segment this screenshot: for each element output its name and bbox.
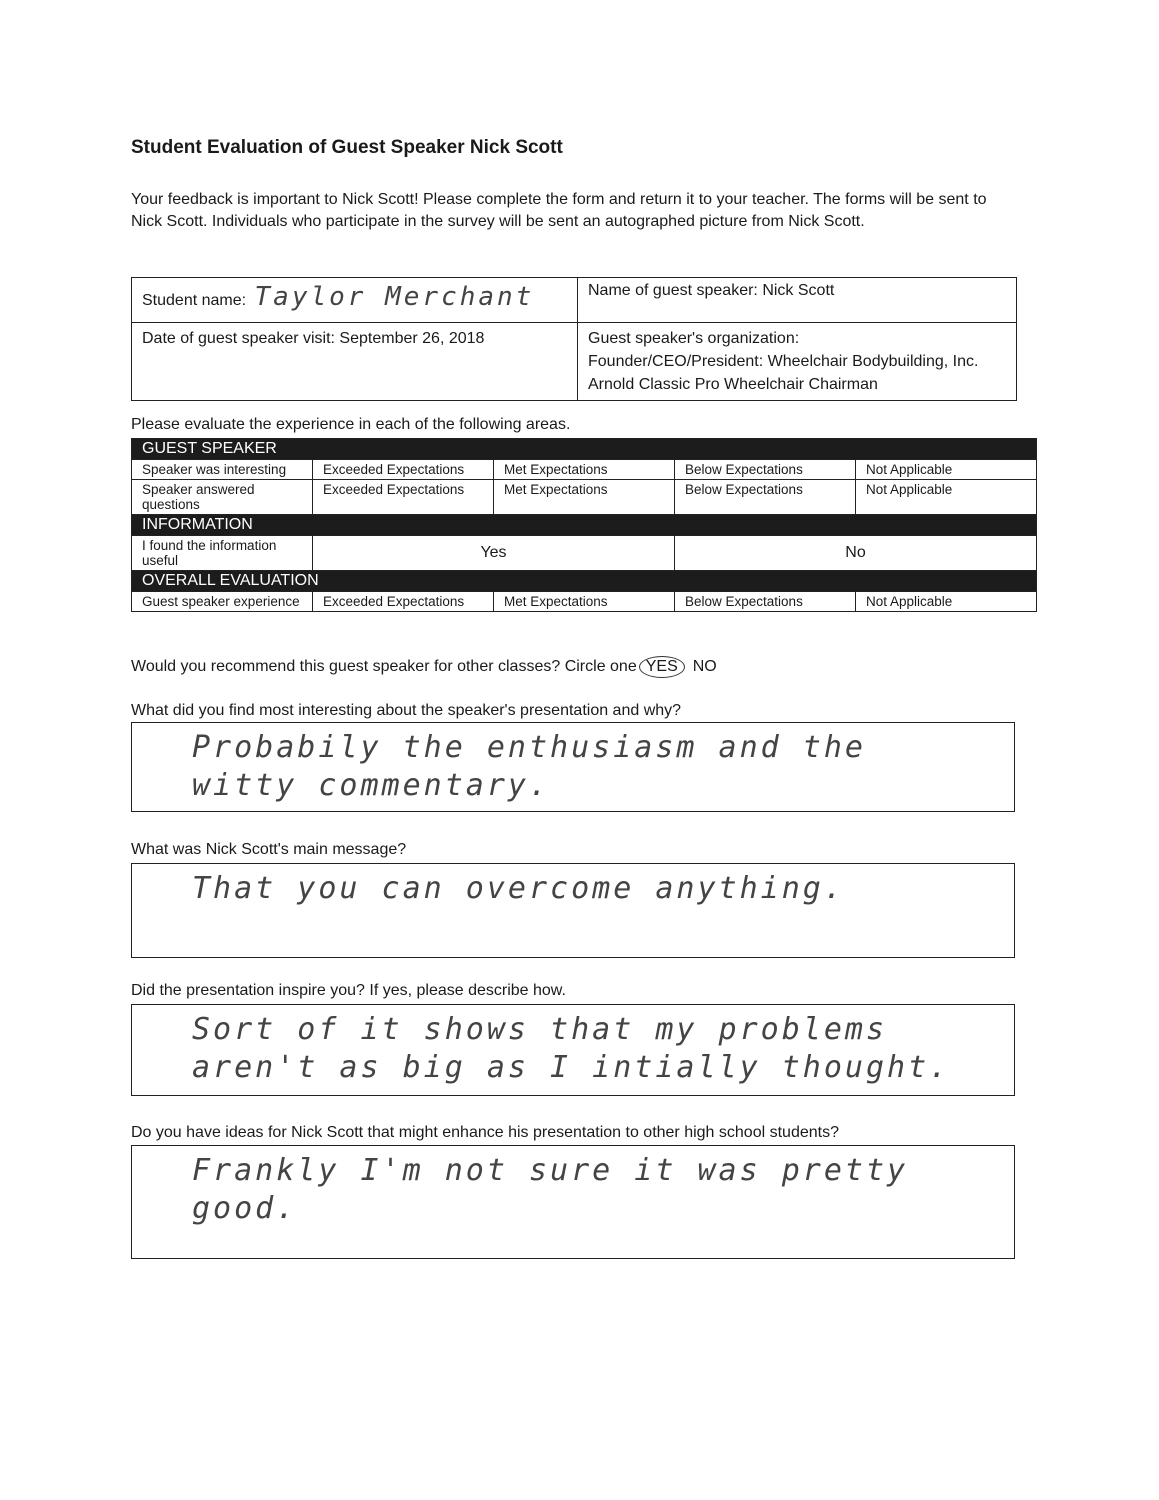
evaluation-table (131, 438, 1037, 612)
option-met[interactable]: Met Expectations (494, 592, 675, 612)
option-exceeded[interactable]: Exceeded Expectations (313, 460, 494, 480)
answer-2-box[interactable] (131, 863, 1015, 958)
answer-3-box[interactable] (131, 1004, 1015, 1096)
option-yes[interactable]: Yes (313, 536, 675, 571)
option-below[interactable]: Below Expectations (675, 460, 856, 480)
organization-cell (578, 323, 1017, 401)
option-not-applicable[interactable]: Not Applicable (856, 460, 1037, 480)
info-table (131, 277, 1017, 401)
visit-date: Date of guest speaker visit: September 26, 2018 (142, 330, 485, 347)
info-useful-label: I found the information useful (132, 536, 313, 571)
overall-header: OVERALL EVALUATION (132, 571, 1037, 592)
option-no[interactable]: No (675, 536, 1037, 571)
recommend-yes-circled[interactable]: YES (639, 656, 685, 678)
overall-label: Guest speaker experience (132, 592, 313, 612)
speaker-name-cell (578, 278, 1017, 323)
recommend-no[interactable]: NO (692, 658, 717, 675)
option-not-applicable[interactable]: Not Applicable (856, 480, 1037, 515)
recommend-question (131, 656, 717, 678)
org-line-1: Founder/CEO/President: Wheelchair Bodybuilding, Inc. (588, 353, 979, 370)
option-met[interactable]: Met Expectations (494, 480, 675, 515)
question-4: Do you have ideas for Nick Scott that might enhance his presentation to other high school students? (131, 1124, 839, 1141)
recommend-text: Would you recommend this guest speaker for other classes? Circle one (131, 658, 637, 675)
option-met[interactable]: Met Expectations (494, 460, 675, 480)
answer-3-text: Sort of it shows that my problems aren't as big as I intially thought. (192, 1012, 951, 1085)
student-name-cell[interactable] (132, 278, 578, 323)
option-exceeded[interactable]: Exceeded Expectations (313, 480, 494, 515)
answer-1-box[interactable] (131, 722, 1015, 812)
evaluation-label: Please evaluate the experience in each of the following areas. (131, 416, 571, 433)
row-interesting-label: Speaker was interesting (132, 460, 313, 480)
question-2: What was Nick Scott's main message? (131, 841, 407, 858)
visit-date-cell (132, 323, 578, 401)
form-intro: Your feedback is important to Nick Scott! Please complete the form and return it to your teacher. The forms will be sent to Nick Scott. Individuals who participate in the survey will be sent an autographed picture from Nick Scott. (131, 191, 987, 230)
org-label: Guest speaker's organization: (588, 330, 800, 347)
option-exceeded[interactable]: Exceeded Expectations (313, 592, 494, 612)
option-below[interactable]: Below Expectations (675, 480, 856, 515)
question-1: What did you find most interesting about the speaker's presentation and why? (131, 702, 682, 719)
form-title: Student Evaluation of Guest Speaker Nick Scott (131, 137, 563, 158)
option-not-applicable[interactable]: Not Applicable (856, 592, 1037, 612)
information-header: INFORMATION (132, 515, 1037, 536)
org-line-2: Arnold Classic Pro Wheelchair Chairman (588, 376, 878, 393)
guest-speaker-header: GUEST SPEAKER (132, 439, 1037, 460)
speaker-name: Name of guest speaker: Nick Scott (588, 282, 835, 299)
answer-4-box[interactable] (131, 1145, 1015, 1259)
question-3: Did the presentation inspire you? If yes, please describe how. (131, 982, 566, 999)
row-answered-label: Speaker answered questions (132, 480, 313, 515)
answer-4-text: Frankly I'm not sure it was pretty good. (192, 1153, 909, 1226)
answer-1-text: Probabily the enthusiasm and the witty commentary. (192, 730, 866, 803)
student-name-label: Student name: (142, 292, 247, 309)
answer-2-text: That you can overcome anything. (192, 871, 845, 906)
student-name-value: Taylor Merchant (254, 282, 535, 312)
option-below[interactable]: Below Expectations (675, 592, 856, 612)
